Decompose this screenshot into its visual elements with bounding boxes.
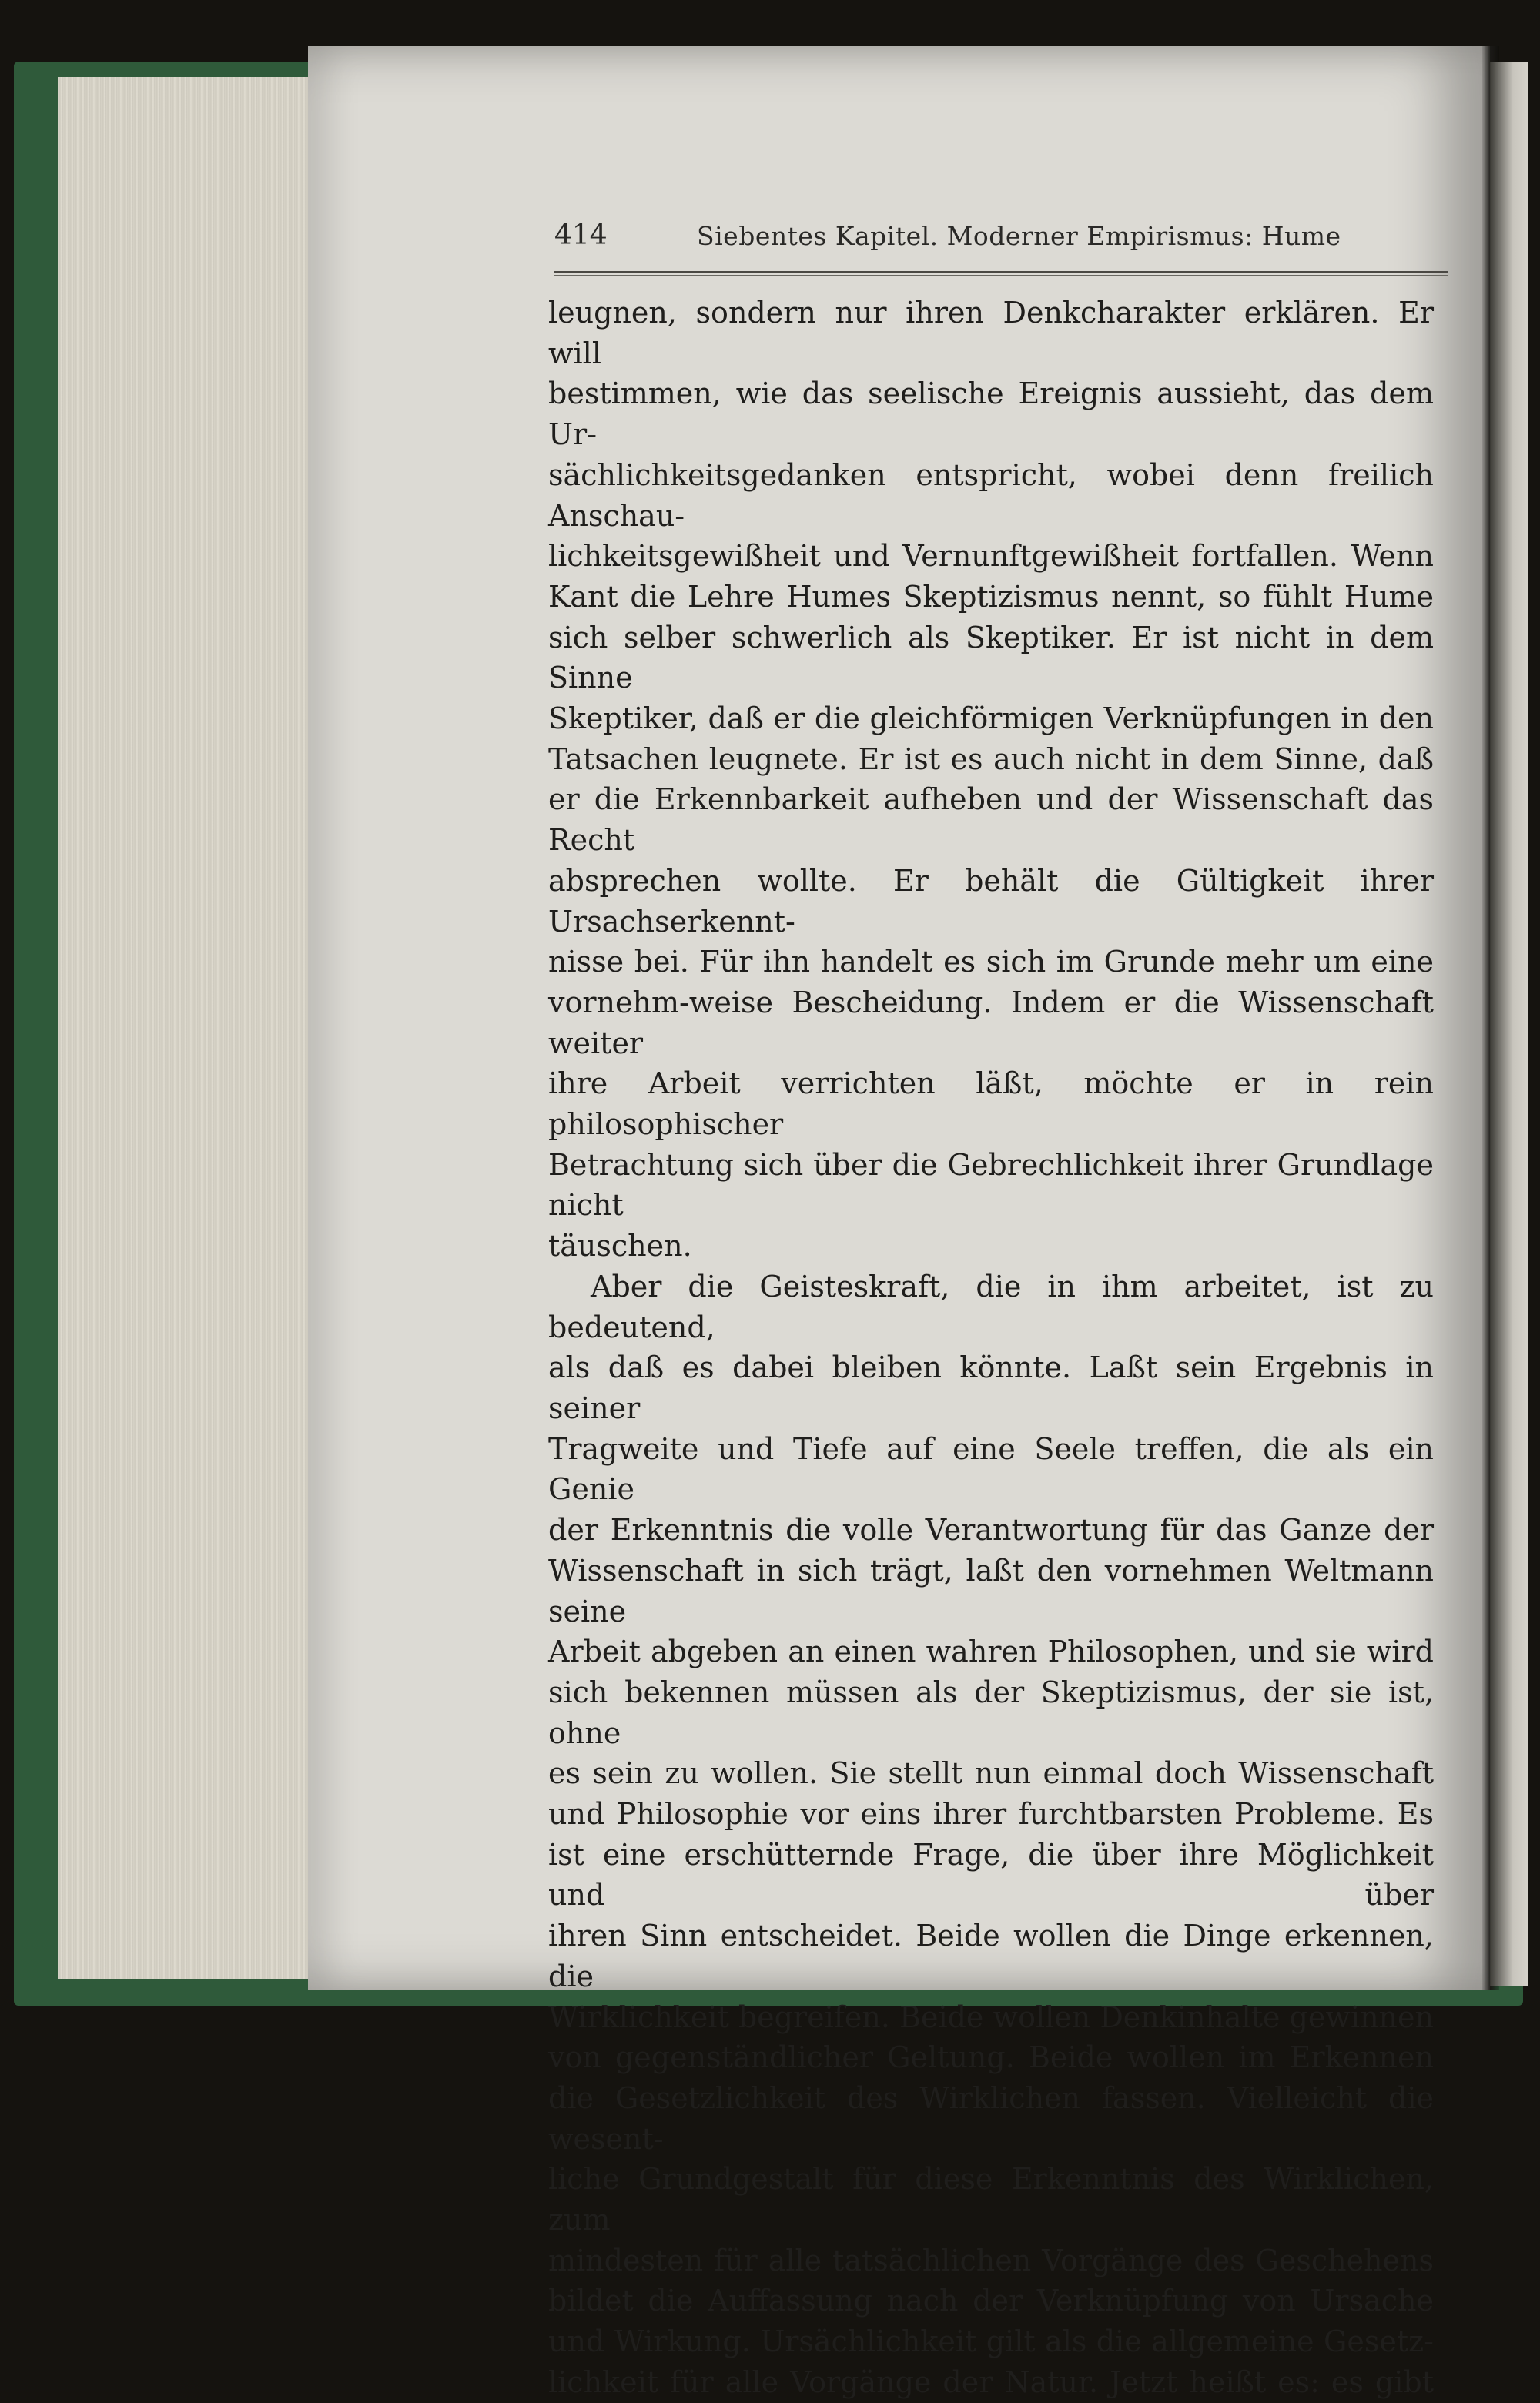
page-number: 414 xyxy=(554,219,608,251)
text-line: sächlichkeitsgedanken entspricht, wobei denn freilich Anschau- xyxy=(548,457,1434,533)
text-line: Aber die Geisteskraft, die in ihm arbeitet, ist zu bedeutend, xyxy=(548,1269,1434,1344)
text-line: mindesten für alle tatsächlichen Vorgänge des Geschehens xyxy=(548,2243,1434,2277)
text-line: Skeptiker, daß er die gleichförmigen Verknüpfungen in den xyxy=(548,701,1434,736)
text-line: ihren Sinn entscheidet. Beide wollen die Dinge erkennen, die xyxy=(548,1919,1434,1993)
text-line: sich bekennen müssen als der Skeptizismus, der sie ist, ohne xyxy=(548,1675,1434,1750)
text-line: ihre Arbeit verrichten läßt, möchte er in rein philosophischer xyxy=(548,1066,1434,1142)
text-line: lichkeit für alle Vorgänge der Natur. Jetzt heißt es: es gibt xyxy=(548,2365,1434,2399)
paragraph-1 xyxy=(548,293,1434,1267)
text-line: Tragweite und Tiefe auf eine Seele treffen, die als ein Genie xyxy=(548,1431,1434,1507)
text-line: lichkeitsgewißheit und Vernunftgewißheit fortfallen. Wenn xyxy=(548,539,1434,574)
page-edges xyxy=(58,77,312,1979)
text-line: bildet die Auffassung nach der Verknüpfung von Ursache xyxy=(548,2284,1434,2318)
text-line: liche Grundgestalt für diese Erkenntnis des Wirklichen, zum xyxy=(548,2162,1434,2237)
text-line: und Wirkung. Ursächlichkeit gilt als die allgemeine Gesetz- xyxy=(548,2324,1434,2359)
header-rule xyxy=(554,271,1448,273)
text-line: und Philosophie vor eins ihrer furchtbarsten Probleme. Es xyxy=(548,1797,1434,1832)
text-line: Betrachtung sich über die Gebrechlichkeit ihrer Grundlage nicht xyxy=(548,1147,1434,1223)
text-line: Arbeit abgeben an einen wahren Philosophen, und sie wird xyxy=(548,1635,1434,1669)
text-line: leugnen, sondern nur ihren Denkcharakter erklären. Er will xyxy=(548,296,1434,370)
text-line: von gegenständlicher Geltung. Beide wollen im Erkennen xyxy=(548,2040,1434,2075)
text-line: nisse bei. Für ihn handelt es sich im Grunde mehr um eine xyxy=(548,945,1434,979)
body-text xyxy=(548,293,1434,2403)
text-line: er die Erkennbarkeit aufheben und der Wissenschaft das Recht xyxy=(548,782,1434,858)
text-line: Kant die Lehre Humes Skeptizismus nennt, so fühlt Hume xyxy=(548,579,1434,614)
running-header xyxy=(554,219,1440,266)
text-line: vornehm-weise Bescheidung. Indem er die Wissenschaft weiter xyxy=(548,985,1434,1060)
text-line: bestimmen, wie das seelische Ereignis aussieht, das dem Ur- xyxy=(548,377,1434,452)
text-line: täuschen. xyxy=(548,1229,692,1263)
facing-page-edge xyxy=(1490,62,1528,1986)
text-line: Tatsachen leugnete. Er ist es auch nicht in dem Sinne, daß xyxy=(548,741,1434,776)
paragraph-2 xyxy=(548,1267,1434,2403)
text-line: ist eine erschütternde Frage, die über ihre Möglichkeit und über xyxy=(548,1837,1434,1913)
text-line: als daß es dabei bleiben könnte. Laßt sein Ergebnis in seiner xyxy=(548,1350,1434,1425)
text-line: Wirklichkeit begreifen. Beide wollen Denkinhalte gewinnen xyxy=(548,2000,1434,2034)
text-line: absprechen wollte. Er behält die Gültigkeit ihrer Ursachserkennt- xyxy=(548,863,1434,939)
text-line: es sein zu wollen. Sie stellt nun einmal doch Wissenschaft xyxy=(548,1756,1434,1791)
text-line: die Gesetzlichkeit des Wirklichen fassen. Vielleicht die wesent- xyxy=(548,2080,1434,2156)
running-title: Siebentes Kapitel. Moderner Empirismus: Hume xyxy=(697,221,1341,251)
text-line: sich selber schwerlich als Skeptiker. Er ist nicht in dem Sinne xyxy=(548,620,1434,695)
text-line: Wissenschaft in sich trägt, laßt den vornehmen Weltmann seine xyxy=(548,1553,1434,1628)
text-line: der Erkenntnis die volle Verantwortung für das Ganze der xyxy=(548,1513,1434,1548)
